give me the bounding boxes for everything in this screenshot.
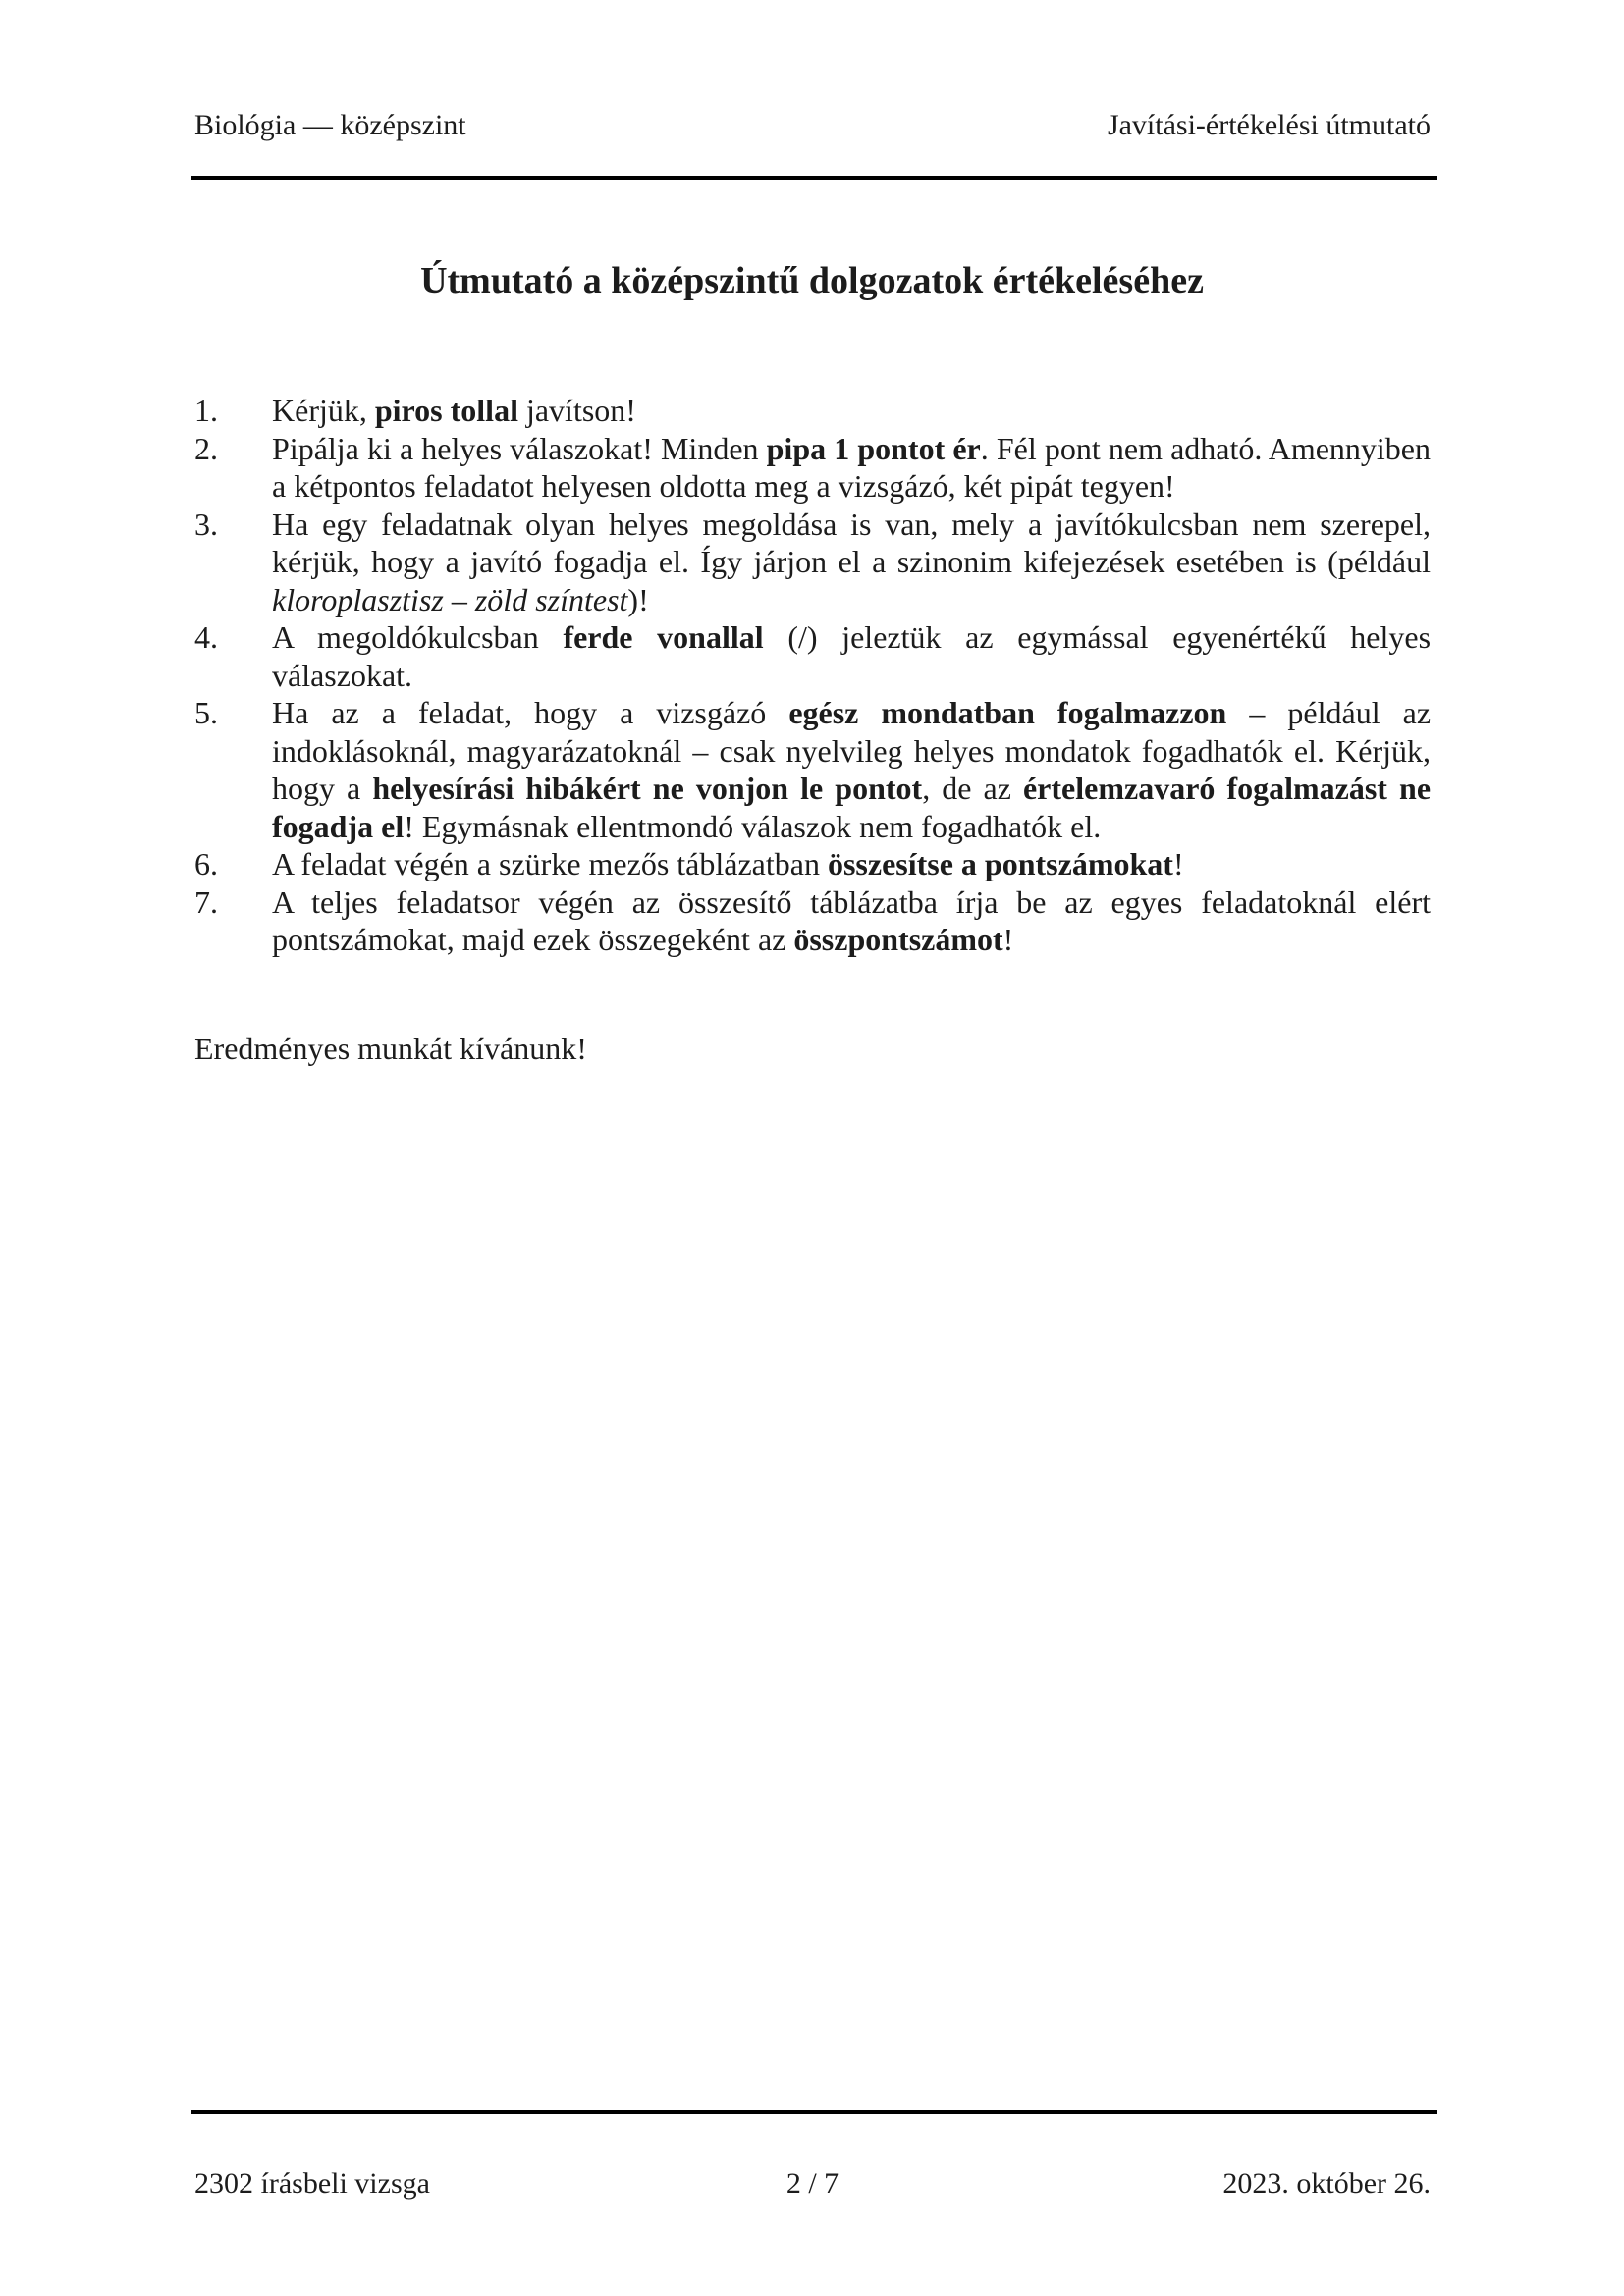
instruction-number: 7.	[194, 883, 218, 920]
instruction-number: 5.	[194, 695, 218, 730]
footer-rule	[191, 2110, 1437, 2114]
instruction-number: 1.	[194, 393, 218, 428]
instructions-list	[194, 392, 1431, 959]
footer-date: 2023. október 26.	[1222, 2167, 1432, 2200]
footer-page-number: 2 / 7	[785, 2167, 839, 2200]
instruction-text: A teljes feladatsor végén az összesítő táblázatba írja be az egyes feladatoknál elért pontszámokat, majd ezek összegeként az összpontszámot!	[272, 883, 1431, 957]
footer-exam-code: 2302 írásbeli vizsga	[194, 2167, 430, 2200]
instruction-item	[194, 845, 1431, 883]
instruction-number: 6.	[194, 846, 218, 881]
header-subject: Biológia — középszint	[194, 109, 466, 141]
instruction-text: A megoldókulcsban ferde vonallal (/) jeleztük az egymással egyenértékű helyes válaszokat.	[272, 619, 1432, 693]
instruction-text: Ha az a feladat, hogy a vizsgázó egész mondatban fogalmazzon – például az indoklásoknál, magyarázatoknál – csak nyelvileg helyes mondatok fogadhatók el. Kérjük, hogy a helyesírási hibákért ne vonjon le pontot, de az értelemzavaró fogalmazást ne fogadja el! Egymásnak ellentmondó válaszok nem fogadhatók el.	[272, 695, 1432, 844]
closing-text: Eredményes munkát kívánunk!	[194, 1031, 587, 1066]
instruction-text: Kérjük, piros tollal javítson!	[272, 393, 636, 428]
instruction-item	[194, 430, 1431, 506]
instruction-text: Ha egy feladatnak olyan helyes megoldása is van, mely a javítókulcsban nem szerepel, kérjük, hogy a javító fogadja el. Így járjon el a szinonim kifejezések esetében is (például kloroplasztisz – zöld színtest)!	[272, 506, 1431, 617]
header-rule	[191, 176, 1437, 180]
instruction-item	[194, 506, 1431, 619]
instruction-item	[194, 694, 1431, 845]
page-header	[194, 108, 1431, 143]
instruction-item	[194, 392, 1431, 430]
instruction-text: Pipálja ki a helyes válaszokat! Minden pipa 1 pontot ér. Fél pont nem adható. Amennyiben a kétpontos feladatot helyesen oldotta meg a vizsgázó, két pipát tegyen!	[272, 430, 1431, 504]
page-footer	[194, 2166, 1431, 2202]
instruction-text: A feladat végén a szürke mezős táblázatban összesítse a pontszámokat!	[272, 846, 1184, 881]
page-title: Útmutató a középszintű dolgozatok értékeléséhez	[420, 260, 1204, 301]
instruction-number: 4.	[194, 619, 218, 655]
instruction-number: 2.	[194, 430, 218, 466]
instruction-number: 3.	[194, 506, 218, 542]
instruction-item	[194, 883, 1431, 959]
instruction-item	[194, 618, 1431, 694]
header-doc-type: Javítási-értékelési útmutató	[1107, 109, 1431, 141]
